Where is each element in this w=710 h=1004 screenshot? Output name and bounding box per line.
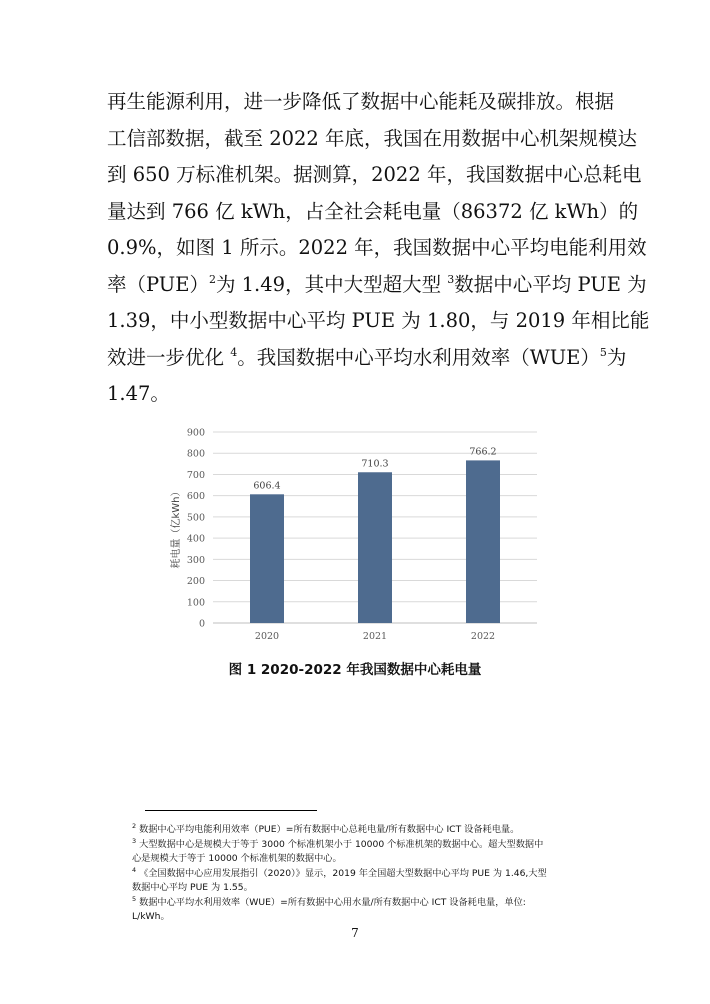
footnote-mark: 2 xyxy=(132,822,137,830)
chart-svg xyxy=(165,424,545,649)
footnote xyxy=(132,896,587,911)
text-run: 为 1.49，其中大型超大型 xyxy=(215,272,448,296)
footnote-continuation: 数据中心平均 PUE 为 1.55。 xyxy=(132,882,253,893)
text-run: 率（PUE） xyxy=(107,272,209,296)
data-label: 766.2 xyxy=(469,446,497,458)
footnote-text: 数据中心平均水利用效率（WUE）=所有数据中心用水量/所有数据中心 ICT 设备耗电量，单位: xyxy=(139,896,526,908)
body-line: 到 650 万标准机架。据测算，2022 年，我国数据中心总耗电 xyxy=(107,163,642,186)
page-number: 7 xyxy=(351,926,359,940)
body-line: 1.47。 xyxy=(107,382,170,405)
footnote-ref[interactable]: 2 xyxy=(208,272,216,286)
body-line: 再生能源利用，进一步降低了数据中心能耗及碳排放。根据 xyxy=(107,90,615,113)
y-tick-label: 100 xyxy=(186,597,205,609)
y-axis-label: 耗电量（亿kWh） xyxy=(171,486,182,569)
y-tick-label: 600 xyxy=(186,491,205,503)
body-line: 0.9%，如图 1 所示。2022 年，我国数据中心平均电能利用效 xyxy=(107,236,647,259)
text-run: 为 xyxy=(606,345,627,369)
x-tick-label: 2020 xyxy=(254,631,280,642)
footnote-mark: 3 xyxy=(132,836,137,845)
x-tick-label: 2021 xyxy=(362,631,388,642)
y-tick-label: 0 xyxy=(198,618,205,630)
y-tick-label: 800 xyxy=(186,448,205,460)
bar xyxy=(466,460,500,623)
text-run: 效进一步优化 xyxy=(107,345,231,369)
footnote xyxy=(132,838,587,853)
body-line: 量达到 766 亿 kWh，占全社会耗电量（86372 亿 kWh）的 xyxy=(107,199,639,223)
footnote-mark: 4 xyxy=(132,865,137,874)
bar xyxy=(250,494,284,623)
body-line xyxy=(107,340,627,377)
body-text xyxy=(107,84,650,413)
footnote xyxy=(132,823,587,838)
y-tick-label: 500 xyxy=(186,512,205,524)
text-run: 。我国数据中心平均水利用效率（WUE） xyxy=(237,345,600,369)
data-label: 606.4 xyxy=(253,480,281,492)
y-tick-label: 900 xyxy=(186,427,205,439)
body-line: 1.39，中小型数据中心平均 PUE 为 1.80，与 2019 年相比能 xyxy=(107,309,650,332)
footnote-text: 数据中心平均电能利用效率（PUE）=所有数据中心总耗电量/所有数据中心 ICT 设备耗电量。 xyxy=(139,824,520,835)
data-label: 710.3 xyxy=(361,458,389,470)
footnote-text: 《全国数据中心应用发展指引（2020）》显示，2019 年全国超大型数据中心平均 PUE 为 1.46,大型 xyxy=(139,867,547,879)
figure-caption: 图 1 2020-2022 年我国数据中心耗电量 xyxy=(228,662,482,678)
footnote-ref[interactable]: 4 xyxy=(230,345,238,359)
body-line xyxy=(107,267,647,304)
footnotes xyxy=(132,823,587,925)
y-tick-label: 300 xyxy=(186,554,205,566)
footnote xyxy=(132,867,587,882)
text-run: 数据中心平均 PUE 为 xyxy=(454,272,647,296)
y-tick-label: 700 xyxy=(186,469,205,481)
footnote-continuation: 心是规模大于等于 10000 个标准机架的数据中心。 xyxy=(132,853,342,864)
power-consumption-chart xyxy=(165,424,545,649)
footnote-mark: 5 xyxy=(132,894,137,903)
footnote-continuation: L/kWh。 xyxy=(132,911,170,922)
bar xyxy=(358,472,392,623)
footnote-divider xyxy=(145,810,317,811)
y-tick-label: 200 xyxy=(186,576,205,588)
footnote-text: 大型数据中心是规模大于等于 3000 个标准机架小于 10000 个标准机架的数据中心。超大型数据中 xyxy=(139,838,544,850)
footnote-ref[interactable]: 3 xyxy=(447,272,455,286)
x-tick-label: 2022 xyxy=(470,631,496,642)
y-tick-label: 400 xyxy=(186,533,205,545)
footnote-ref[interactable]: 5 xyxy=(599,345,607,359)
body-line: 工信部数据，截至 2022 年底，我国在用数据中心机架规模达 xyxy=(107,126,638,150)
